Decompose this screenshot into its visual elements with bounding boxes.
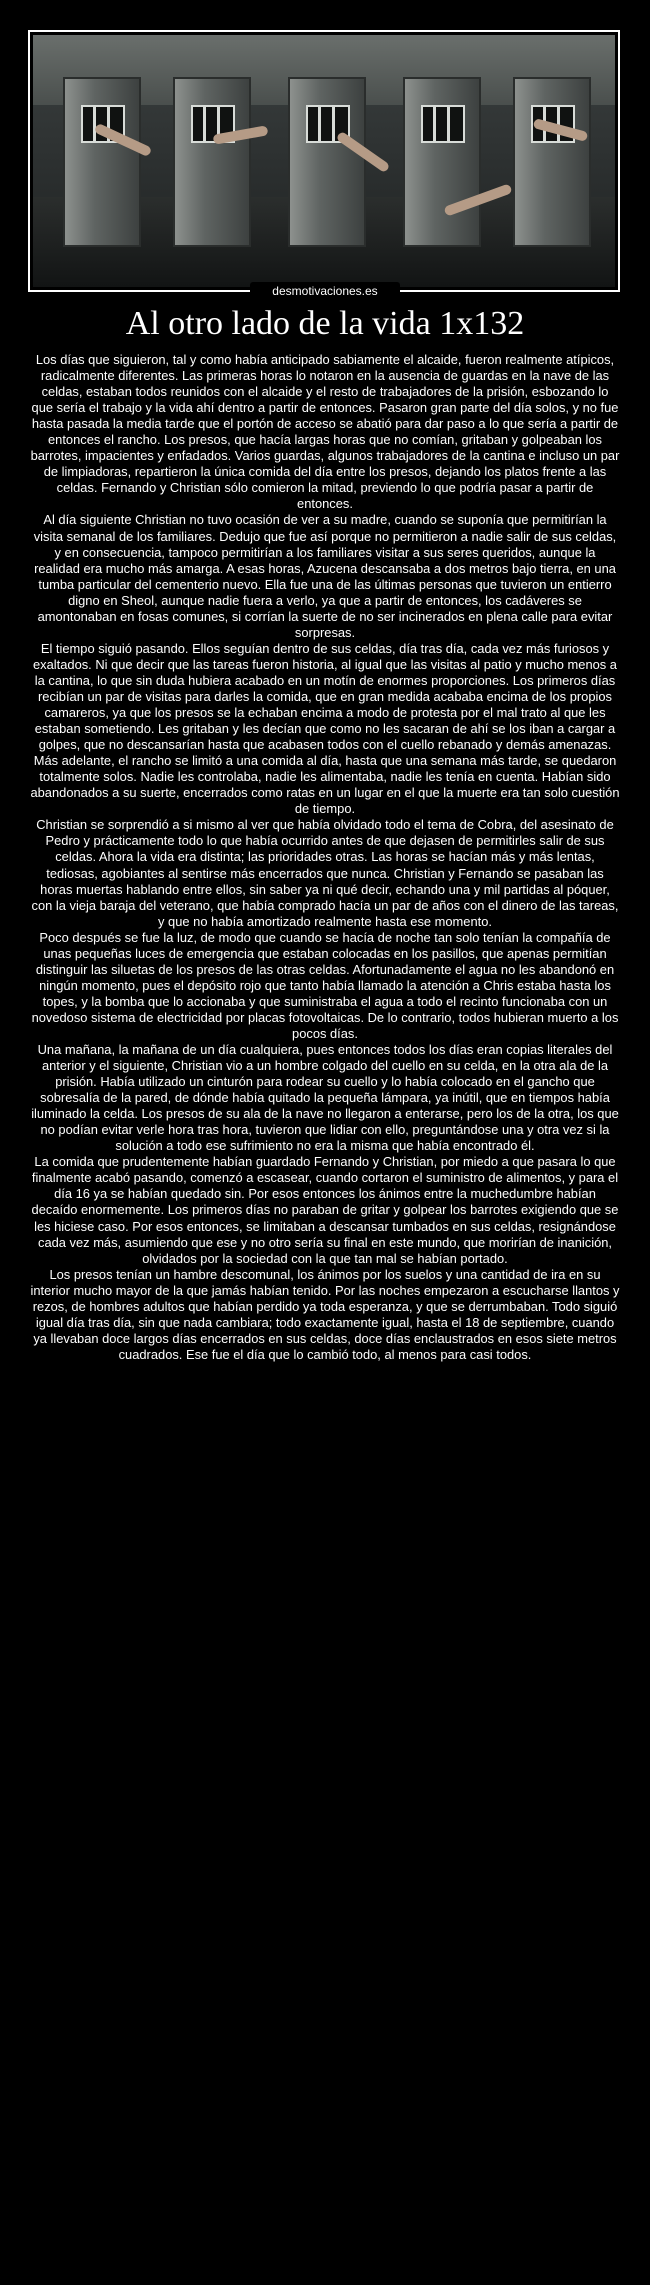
cell-door: [513, 77, 591, 247]
paragraph: Poco después se fue la luz, de modo que cuando se hacía de noche tan solo tenían la compañía de unas pequeñas luces de emergencia que estaban colocadas en los pasillos, que apenas permitían distinguir las siluetas de los presos de las otras celdas. Afortunadamente el agua no les abandonó en ningún momento, pues el depósito rojo que tanto había llamado la atención a Chris estaba hasta los topes, y la bomba que lo accionaba y que suministraba el agua a todo el recinto funcionaba con un novedoso sistema de electricidad por placas fotovoltaicas. De lo contrario, todos hubieran muerto a los pocos días.: [31, 929, 619, 1041]
cell-door: [173, 77, 251, 247]
paragraph: Los días que siguieron, tal y como había anticipado sabiamente el alcaide, fueron realmente atípicos, radicalmente diferentes. Las primeras horas lo notaron en la ausencia de guardas en la nave de las celdas, estaban todos reunidos con el alcaide y el resto de trabajadores de la prisión, esbozando lo que sería el trabajo y la vida ahí dentro a partir de entonces. Pasaron gran parte del día solos, y no fue hasta pasada la media tarde que el portón de acceso se abatió para dar paso a lo que sería a partir de entonces el rancho. Los presos, que hacía largas horas que no comían, gritaban y golpeaban los barrotes, impacientes y enfadados. Varios guardas, algunos trabajadores de la cantina e incluso un par de limpiadoras, repartieron la única comida del día entre los presos, dejando los platos frente a las celdas. Fernando y Christian sólo comieron la mitad, previendo lo que podría pasar a partir de entonces.: [30, 352, 620, 512]
paragraph: El tiempo siguió pasando. Ellos seguían dentro de sus celdas, día tras día, cada vez más furiosos y exaltados. Ni que decir que las tareas fueron historia, al igual que las visitas al patio y mucho menos a la cantina, lo que sin duda hubiera acabado en un motín de enormes proporciones. Los primeros días recibían un par de visitas para darles la comida, que en gran medida acababa encima de los propios camareros, ya que los presos se la echaban encima a modo de protesta por el mal trato al que les estaban sometiendo. Les gritaban y les decían que como no les sacaran de ahí se los iban a cargar a golpes, que no descansarían hasta que acabasen todos con el cuello rebanado y demás amenazas. Más adelante, el rancho se limitó a una comida al día, hasta que una semana más tarde, se quedaron totalmente solos. Nadie les controlaba, nadie les alimentaba, nadie les tenía en cuenta. Habían sido abandonados a su suerte, encerrados como ratas en un lugar en el que la muerte era tan solo cuestión de tiempo.: [30, 640, 620, 817]
paragraph: Christian se sorprendió a si mismo al ver que había olvidado todo el tema de Cobra, del asesinato de Pedro y prácticamente todo lo que había ocurrido antes de que dejasen de permitirles salir de sus celdas. Ahora la vida era distinta; las prioridades otras. Las horas se hacían más y más lentas, tediosas, agobiantes al sentirse más encerrados que nunca. Christian y Fernando se pasaban las horas muertas hablando entre ellos, sin saber ya ni qué decir, echando una y mil partidas al póquer, con la vieja baraja del veterano, que había comprado hacía un par de años con el dinero de las tareas, y que no había amortizado realmente hasta ese momento.: [31, 817, 619, 929]
cell-door: [288, 77, 366, 247]
image-frame: [28, 30, 620, 292]
prison-cells-photo-icon: [33, 35, 615, 287]
paragraph: Una mañana, la mañana de un día cualquiera, pues entonces todos los días eran copias literales del anterior y el siguiente, Christian vio a un hombre colgado del cuello en su celda, en la otra ala de la prisión. Había utilizado un cinturón para rodear su cuello y lo había colocado en el gancho que sobresalía de la pared, de dónde había quitado la pequeña lámpara, ya inútil, que en tiempos había iluminado la celda. Los presos de su ala de la nave no llegaron a enterarse, pero los de la otra, los que no podían evitar verle hora tras hora, tuvieron que lidiar con ello, preguntándose una y otra vez si la solución a todo ese sufrimiento no era la misma que había encontrado él.: [31, 1042, 619, 1154]
cell-door: [63, 77, 141, 247]
paragraph: Al día siguiente Christian no tuvo ocasión de ver a su madre, cuando se suponía que permitirían la visita semanal de los familiares. Dedujo que fue así porque no permitieron a nadie salir de sus celdas, y en consecuencia, tampoco permitirían a los familiares visitar a sus seres queridos, aunque la realidad era mucho más amarga. A esas horas, Azucena descansaba a dos metros bajo tierra, en una tumba particular del cementerio nuevo. Ella fue una de las últimas personas que tuvieron un entierro digno en Sheol, aunque nadie fuera a verlo, ya que a partir de entonces, los cadáveres se amontonaban en fosas comunes, si corrían la suerte de no ser incinerados en plena calle para evitar sorpresas.: [33, 512, 617, 640]
watermark: desmotivaciones.es: [250, 282, 400, 300]
story-text: [30, 352, 620, 1363]
paragraph: La comida que prudentemente habían guardado Fernando y Christian, por miedo a que pasara lo que finalmente acabó pasando, comenzó a escasear, cuando cortaron el suministro de alimentos, y para el día 16 ya se habían quedado sin. Por esos entonces los ánimos entre la muchedumbre habían decaído enormemente. Los primeros días no paraban de gritar y golpear los barrotes exigiendo que se les hiciese caso. Por esos entonces, se limitaban a descansar tumbados en sus celdas, resignándose cada vez más, asumiendo que ese y no otro sería su final en este mundo, que morirían de inanición, olvidados por la sociedad con la que tan mal se habían portado.: [31, 1154, 619, 1266]
page-title: Al otro lado de la vida 1x132: [125, 305, 525, 342]
cell-door: [403, 77, 481, 247]
paragraph: Los presos tenían un hambre descomunal, los ánimos por los suelos y una cantidad de ira en su interior mucho mayor de la que jamás habían tenido. Por las noches empezaron a escucharse llantos y rezos, de hombres adultos que habían perdido ya toda esperanza, y que se derrumbaban. Todo siguió igual día tras día, sin que nada cambiara; todo exactamente igual, hasta el 18 de septiembre, cuando ya llevaban doce largos días encerrados en sus celdas, doce días enclaustrados en esos siete metros cuadrados. Ese fue el día que lo cambió todo, al menos para casi todos.: [30, 1266, 620, 1362]
